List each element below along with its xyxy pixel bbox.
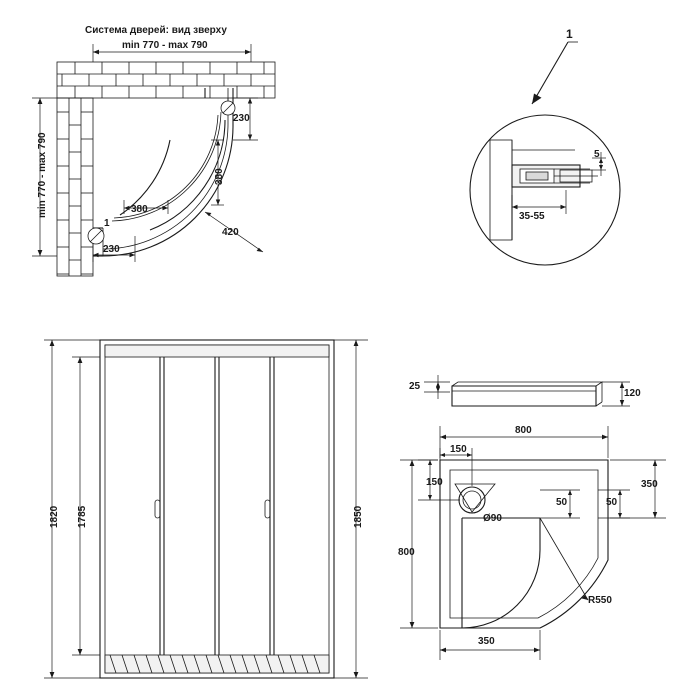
dim-420-diagonal: 420 — [222, 227, 239, 238]
front-dim-1785: 1785 — [77, 505, 88, 528]
detail-dim-35-55: 35-55 — [519, 211, 545, 222]
tray-side-view-group — [424, 375, 630, 406]
front-view-group — [44, 340, 368, 678]
tray-dim-50-right: 50 — [606, 497, 618, 508]
top-view-title: Система дверей: вид зверху — [85, 25, 227, 36]
dim-left-depth: min 770 - max 790 — [37, 132, 48, 218]
dim-230-left: 230 — [103, 244, 120, 255]
tray-dim-150-left: 150 — [426, 477, 443, 488]
callout-marker-left: 1 — [104, 218, 110, 229]
tray-dim-50-inner: 50 — [556, 497, 568, 508]
tray-dim-25: 25 — [409, 381, 421, 392]
dim-380-left: 380 — [131, 204, 148, 215]
tray-dim-drain-diameter: Ø90 — [483, 513, 502, 524]
tray-dim-120: 120 — [624, 388, 641, 399]
detail-dim-5: 5 — [594, 149, 600, 160]
front-dim-1850: 1850 — [353, 505, 364, 528]
detail-callout-number: 1 — [566, 27, 573, 41]
dim-top-width: min 770 - max 790 — [122, 40, 208, 51]
dim-380-right: 380 — [214, 168, 225, 185]
tray-dim-350-bottom: 350 — [478, 636, 495, 647]
front-dim-1820: 1820 — [49, 505, 60, 528]
dim-230-right: 230 — [233, 113, 250, 124]
tray-dim-800-left: 800 — [398, 547, 415, 558]
tray-dim-radius: R550 — [588, 595, 612, 606]
top-view-group — [32, 44, 275, 276]
tray-plan-view-group — [400, 426, 666, 660]
tray-dim-800-top: 800 — [515, 425, 532, 436]
tray-dim-150-top: 150 — [450, 444, 467, 455]
tray-dim-350-right: 350 — [641, 479, 658, 490]
